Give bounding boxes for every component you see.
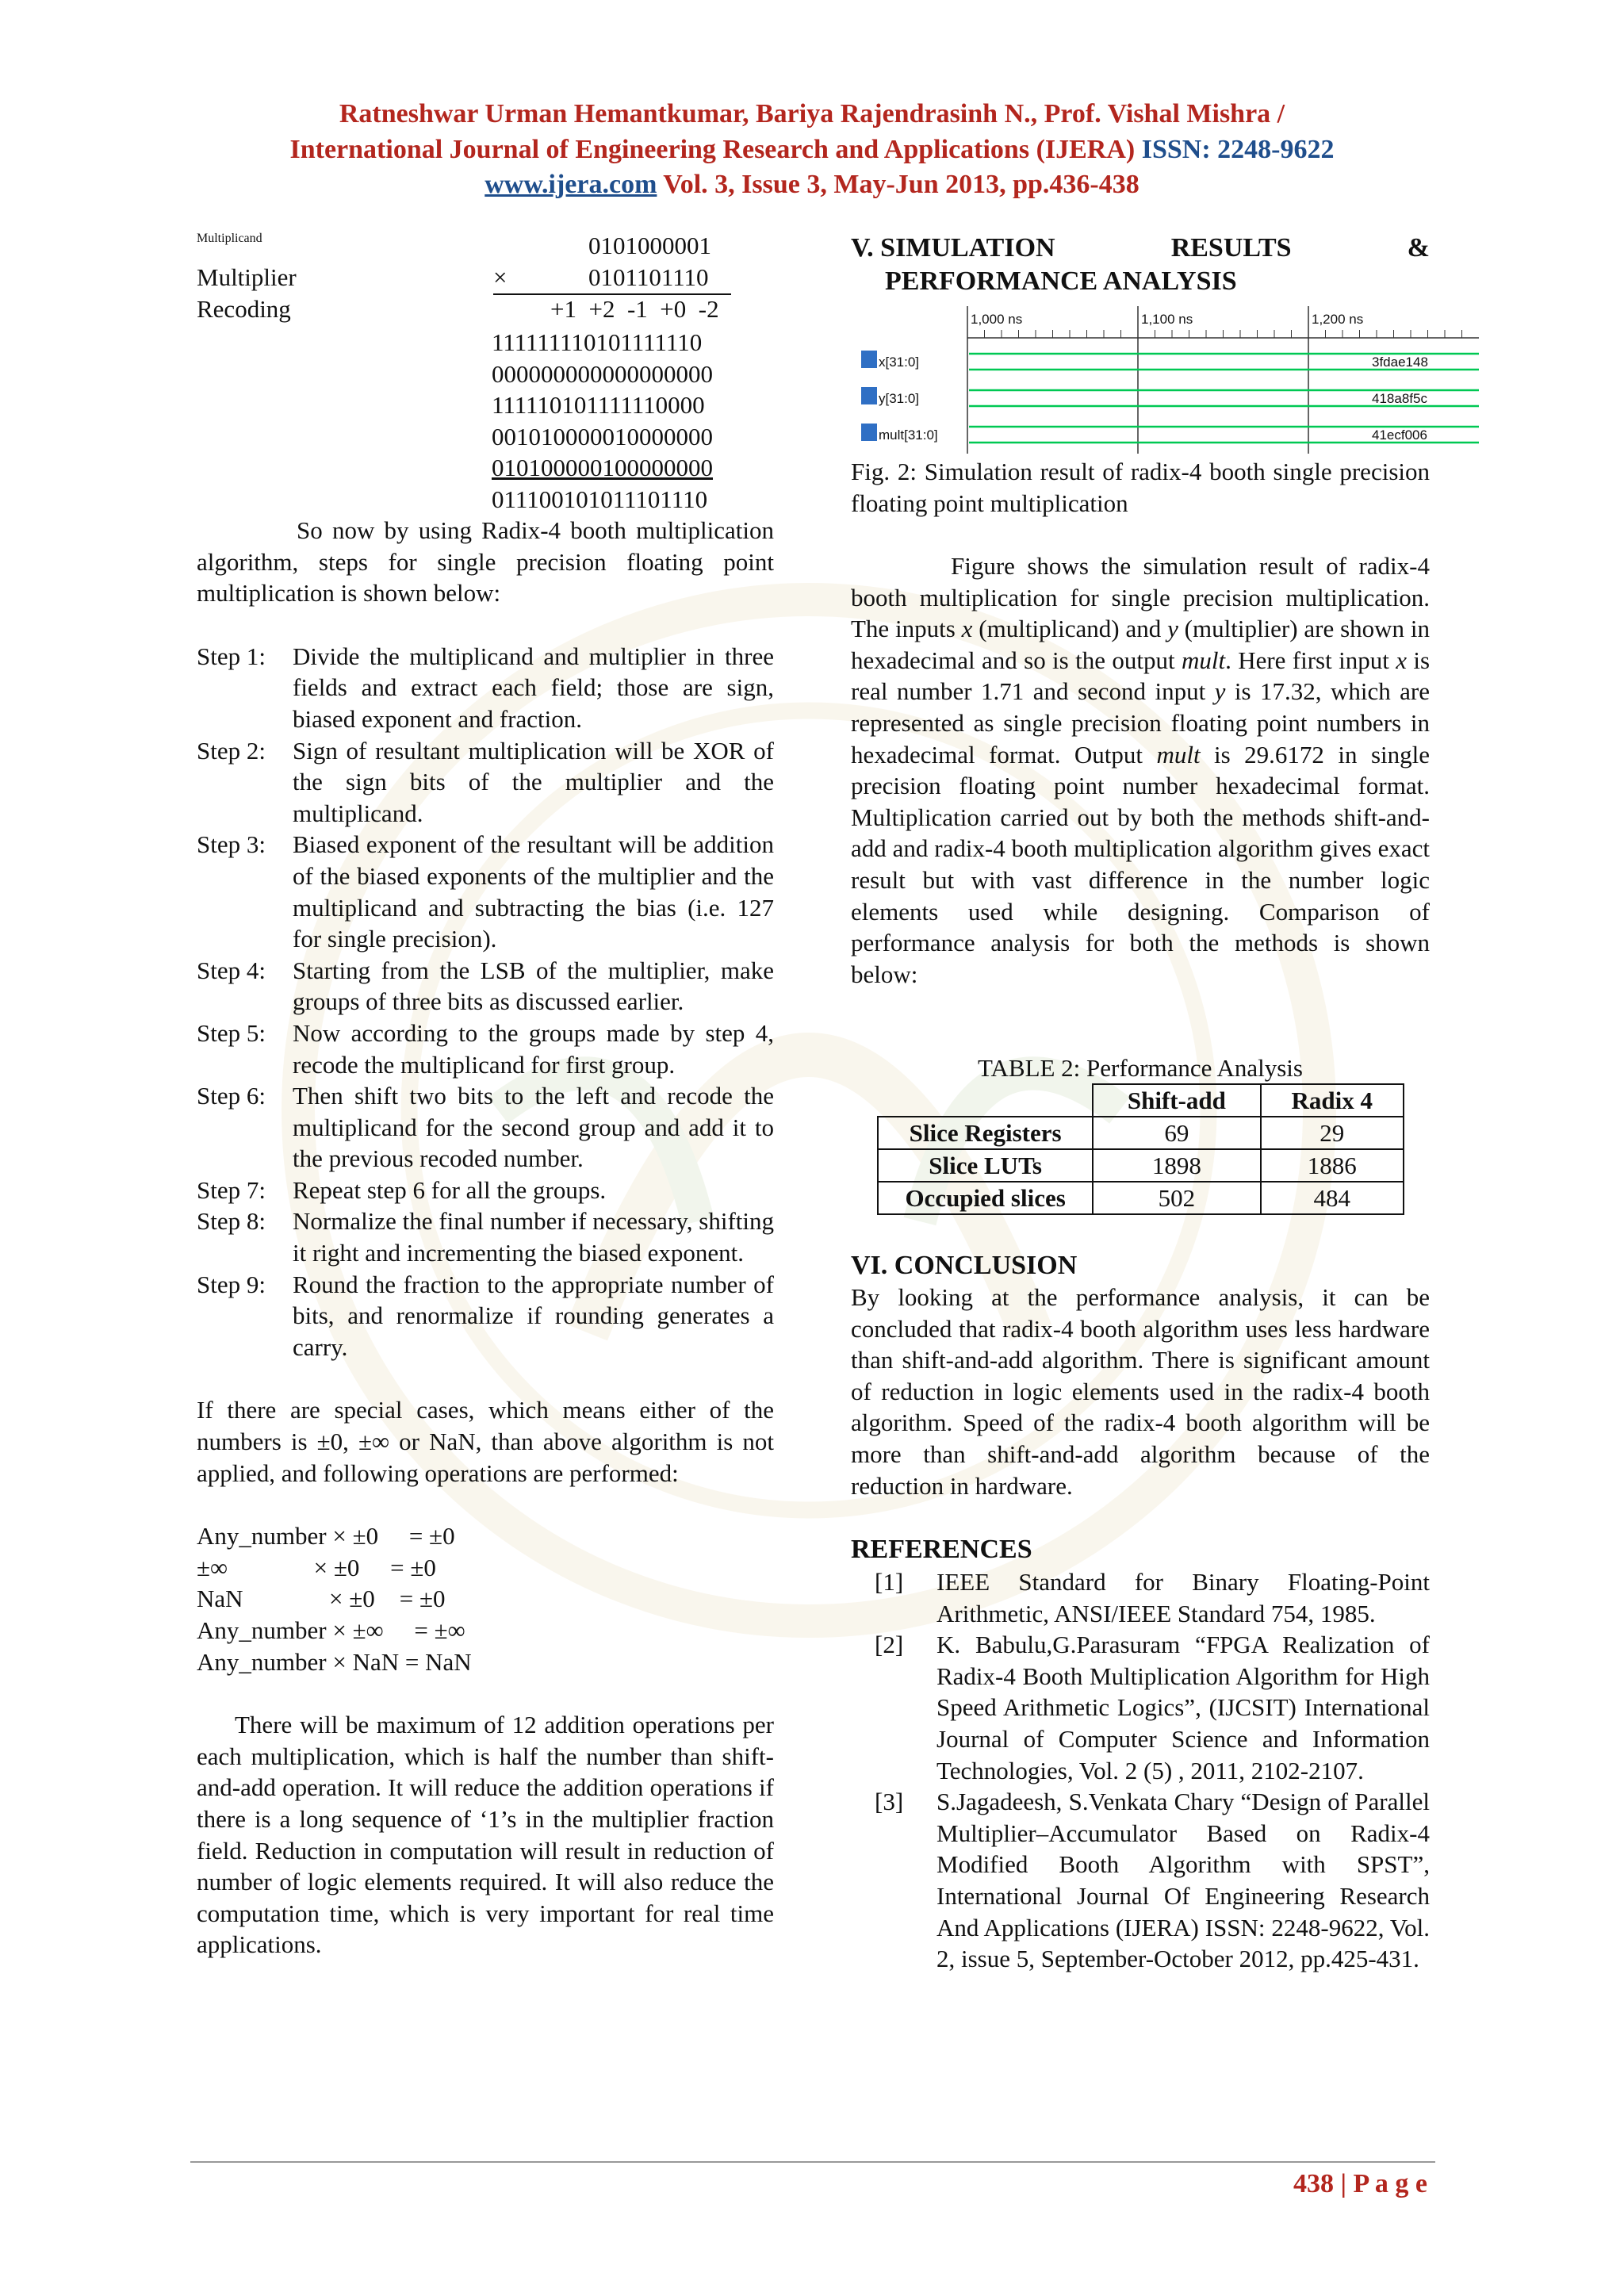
table-row	[878, 1117, 1404, 1149]
reference-item	[851, 1786, 1430, 1975]
signal-value: 3fdae148	[1372, 355, 1428, 370]
signal-icon	[861, 351, 877, 368]
text-run: (multiplier) are shown in hexadecimal and so is the output	[851, 615, 1430, 674]
table-row-label: Slice Registers	[878, 1117, 1093, 1149]
step-label: Step 9:	[197, 1270, 266, 1298]
reference-label: [1]	[875, 1568, 904, 1596]
section-5-heading	[851, 232, 1430, 298]
text-run: Figure shows the simulation result of radix-4 booth multiplication for single precision multiplication. The inputs	[851, 552, 1430, 643]
references-heading: REFERENCES	[851, 1535, 1032, 1564]
steps-list	[197, 641, 774, 1363]
special-cases-intro: If there are special cases, which means either of the numbers is ±0, ±∞ or NaN, than above algorithm is not applied, and following operations are performed:	[197, 1396, 774, 1487]
left-body	[197, 515, 774, 1961]
step-item	[197, 1205, 774, 1268]
step-item	[197, 1175, 774, 1206]
step-label: Step 1:	[197, 642, 266, 670]
step-item	[197, 735, 774, 830]
step-text: Normalize the final number if necessary, shifting it right and incrementing the biased exponent.	[293, 1207, 774, 1267]
running-header-volume	[0, 167, 1624, 202]
table-cell: 502	[1093, 1182, 1260, 1214]
time-label: 1,200 ns	[1312, 312, 1364, 327]
step-label: Step 3:	[197, 830, 266, 859]
simulation-waveform	[856, 306, 1479, 454]
journal-name: International Journal of Engineering Research and Applications (IJERA)	[289, 135, 1136, 164]
performance-table	[877, 1083, 1404, 1215]
variable-name: mult	[1181, 646, 1226, 674]
step-text: Sign of resultant multiplication will be XOR of the sign bits of the multiplier and the multiplicand.	[293, 736, 774, 827]
step-label: Step 6:	[197, 1082, 266, 1110]
step-text: Round the fraction to the appropriate number of bits, and renormalize if rounding generates a carry.	[293, 1270, 774, 1361]
time-label: 1,100 ns	[1141, 312, 1193, 327]
journal-url-link[interactable]: www.ijera.com	[485, 170, 657, 199]
variable-name: y	[1167, 615, 1178, 643]
text-run: is 29.6172 in single precision floating point number hexadecimal format. Multiplication carried out by both the methods shift-and-add and radix-4 booth multiplication algorithm gives exact result but with vast difference in the number logic elements used while designing. Comparison of performance analysis for both the methods is shown below:	[851, 740, 1430, 988]
step-label: Step 7:	[197, 1175, 266, 1204]
text-run: is 17.32, which are represented as single precision floating point numbers in hexadecimal format. Output	[851, 677, 1431, 769]
table-header-cell: Shift-add	[1093, 1084, 1260, 1117]
special-cases-list	[197, 1520, 774, 1677]
journal-issn: ISSN: 2248-9622	[1141, 135, 1335, 164]
special-case-line: Any_number × ±0 = ±0	[197, 1522, 455, 1550]
step-item	[197, 1018, 774, 1080]
table-row	[878, 1149, 1404, 1182]
signal-icon	[861, 424, 877, 441]
text-run: is real number 1.71 and second input	[851, 646, 1431, 706]
step-label: Step 5:	[197, 1018, 266, 1047]
volume-info: Vol. 3, Issue 3, May-Jun 2013, pp.436-438	[663, 170, 1139, 199]
step-text: Starting from the LSB of the multiplier, make groups of three bits as discussed earlier.	[293, 956, 774, 1016]
signal-name: y[31:0]	[879, 391, 920, 406]
table-header-cell	[878, 1084, 1093, 1117]
table-cell: 484	[1261, 1182, 1404, 1214]
step-item	[197, 641, 774, 735]
step-text: Then shift two bits to the left and recode the multiplicand for the second group and add it to the previous recoded number.	[293, 1082, 774, 1173]
partial-product-row: 001010000010000000	[492, 422, 713, 450]
table-cell: 1898	[1093, 1149, 1260, 1182]
section-5-title-a: V. SIMULATION	[851, 233, 1055, 263]
table-row	[878, 1182, 1404, 1214]
step-item	[197, 1080, 774, 1175]
signal-value: 41ecf006	[1372, 427, 1427, 443]
step-text: Biased exponent of the resultant will be addition of the biased exponents of the multiplier and the multiplicand and subtracting the bias (i.e. 127 for single precision).	[293, 830, 774, 953]
times-symbol: ×	[493, 263, 508, 291]
partial-products	[492, 327, 713, 516]
reference-text: S.Jagadeesh, S.Venkata Chary “Design of Parallel Multiplier–Accumulator Based on Radix-4 Modified Booth Algorithm with SPST”, International Journal Of Engineering Research And Applications (IJERA) ISSN: 2248-9622, Vol. 2, issue 5, September-October 2012, pp.425-431.	[936, 1788, 1430, 1973]
recoding-label: Recoding	[197, 295, 291, 323]
footer-rule	[190, 2161, 1435, 2163]
reference-text: K. Babulu,G.Parasuram “FPGA Realization of Radix-4 Booth Multiplication Algorithm for High Speed Arithmetic Logics”, (IJCSIT) International Journal of Computer Science and Information Technologies, Vol. 2 (5) , 2011, 2102-2107.	[936, 1631, 1430, 1784]
partial-product-row: 000000000000000000	[492, 359, 713, 388]
reference-label: [2]	[875, 1631, 904, 1659]
text-run: (multiplicand) and	[972, 615, 1168, 643]
table-cell: 29	[1261, 1117, 1404, 1149]
section-6-heading: VI. CONCLUSION	[851, 1251, 1078, 1280]
table-row-label: Occupied slices	[878, 1182, 1093, 1214]
signal-value: 418a8f5c	[1372, 391, 1427, 406]
simulation-paragraph	[851, 550, 1430, 990]
step-item	[197, 1269, 774, 1363]
reference-text: IEEE Standard for Binary Floating-Point Arithmetic, ANSI/IEEE Standard 754, 1985.	[936, 1568, 1430, 1627]
variable-name: x	[961, 615, 973, 643]
running-header-authors: Ratneshwar Urman Hemantkumar, Bariya Rajendrasinh N., Prof. Vishal Mishra /	[339, 99, 1285, 128]
partial-product-row: 111110101111110000	[492, 391, 705, 420]
multiplicand-value: 0101000001	[588, 232, 711, 259]
signal-name: mult[31:0]	[879, 427, 938, 443]
intro-paragraph: So now by using Radix-4 booth multiplication algorithm, steps for single precision floating point multiplication is shown below:	[197, 516, 774, 608]
section-5-title-c: &	[1407, 233, 1430, 263]
figure-caption: Fig. 2: Simulation result of radix-4 booth single precision floating point multiplication	[851, 458, 1430, 517]
reference-item	[851, 1629, 1430, 1786]
section-5-title-line2: PERFORMANCE ANALYSIS	[885, 266, 1237, 296]
step-text: Now according to the groups made by step 4, recode the multiplicand for first group.	[293, 1018, 774, 1079]
step-label: Step 8:	[197, 1207, 266, 1236]
step-label: Step 2:	[197, 736, 266, 765]
multiplier-value: 0101101110	[588, 263, 709, 291]
text-run: . Here first input	[1225, 646, 1396, 674]
signal-name: x[31:0]	[879, 355, 920, 370]
step-text: Repeat step 6 for all the groups.	[293, 1175, 607, 1204]
closing-paragraph: There will be maximum of 12 addition operations per each multiplication, which is half the number than shift-and-add operation. It will reduce the addition operations if there is a long sequence of ‘1’s in the multiplier fraction field. Reduction in computation will result in reduction of number of logic elements required. It will also reduce the computation time, which is very important for real time applications.	[197, 1711, 774, 1959]
step-text: Divide the multiplicand and multiplier in three fields and extract each field; those are sign, biased exponent and fraction.	[293, 642, 774, 733]
special-case-line: Any_number × ±∞ = ±∞	[197, 1616, 465, 1644]
running-header-journal	[0, 132, 1624, 167]
table-header-cell: Radix 4	[1261, 1084, 1404, 1117]
table-caption: TABLE 2: Performance Analysis	[978, 1054, 1303, 1082]
special-case-line: NaN × ±0 = ±0	[197, 1585, 446, 1613]
signal-icon	[861, 387, 877, 404]
reference-item	[851, 1566, 1430, 1629]
step-label: Step 4:	[197, 956, 266, 984]
multiplicand-label: Multiplicand	[197, 232, 262, 245]
references-list	[851, 1566, 1430, 1975]
table-cell: 1886	[1261, 1149, 1404, 1182]
section-5-title-b: RESULTS	[1170, 233, 1292, 263]
multiplier-underline	[493, 263, 731, 295]
special-case-line: ±∞ × ±0 = ±0	[197, 1553, 436, 1581]
partial-product-row: 010100000100000000	[492, 454, 713, 482]
table-cell: 69	[1093, 1117, 1260, 1149]
variable-name: x	[1396, 646, 1407, 674]
time-label: 1,000 ns	[971, 312, 1023, 327]
step-item	[197, 955, 774, 1018]
table-row-label: Slice LUTs	[878, 1149, 1093, 1182]
partial-product-row: 011100101011101110	[492, 485, 708, 513]
reference-label: [3]	[875, 1788, 904, 1816]
conclusion-paragraph: By looking at the performance analysis, it can be concluded that radix-4 booth algorithm uses less hardware than shift-and-add algorithm. There is significant amount of reduction in logic elements used in the radix-4 booth algorithm. Speed of the radix-4 booth algorithm will be more than shift-and-add algorithm because of the reduction in hardware.	[851, 1283, 1430, 1500]
partial-product-row: 111111110101111110	[492, 328, 703, 356]
recoding-value: +1 +2 -1 +0 -2	[550, 295, 719, 323]
step-item	[197, 829, 774, 954]
variable-name: mult	[1156, 740, 1201, 769]
page-number: 438 | P a g e	[1293, 2169, 1427, 2198]
variable-name: y	[1214, 677, 1226, 706]
multiplier-label: Multiplier	[197, 263, 297, 291]
special-case-line: Any_number × NaN = NaN	[197, 1647, 472, 1676]
